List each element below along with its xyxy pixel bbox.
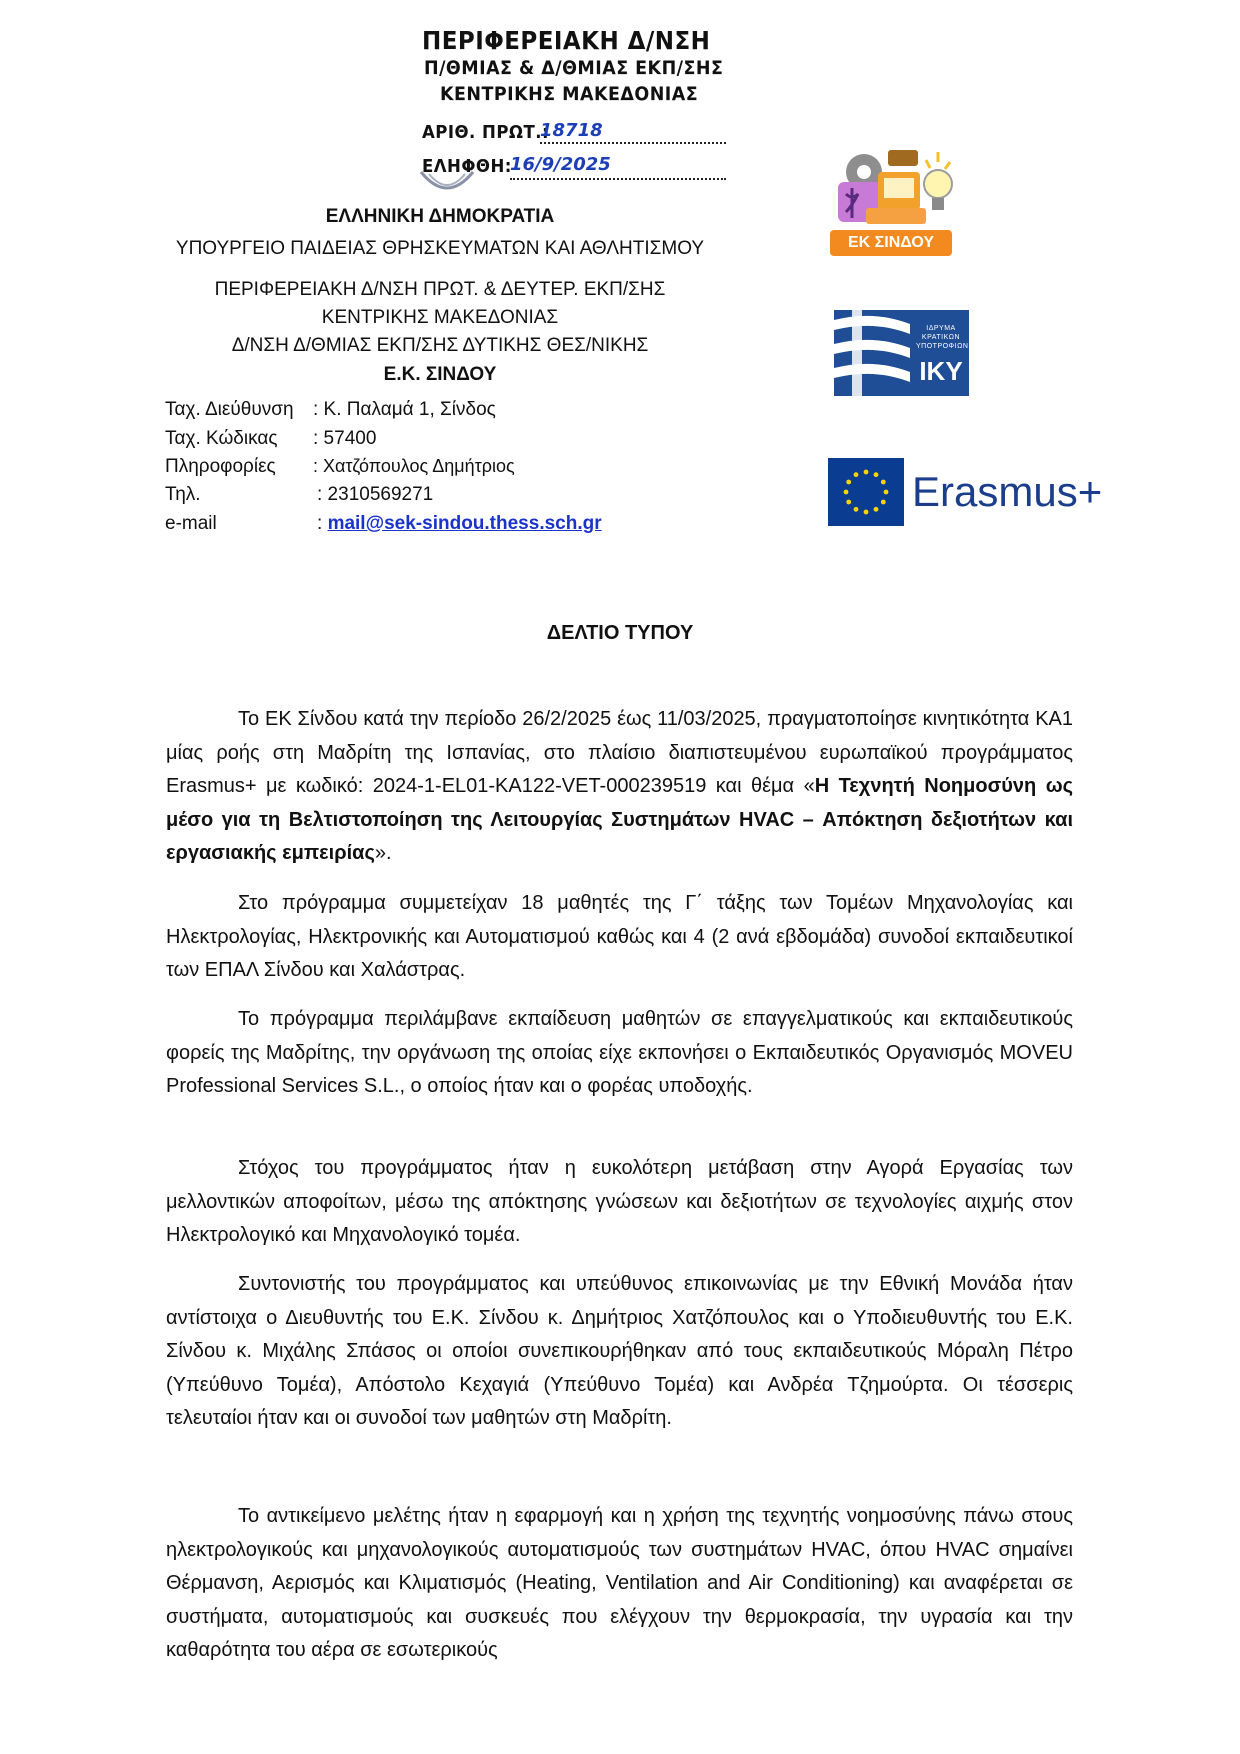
paragraph-5 (166, 1268, 1073, 1436)
contact-label: Ταχ. Διεύθυνση (165, 399, 294, 420)
contact-value: : 57400 (313, 428, 377, 449)
email-link[interactable]: mail@sek-sindou.thess.sch.gr (327, 513, 602, 534)
ministry-heading: ΥΠΟΥΡΓΕΙΟ ΠΑΙΔΕΙΑΣ ΘΡΗΣΚΕΥΜΑΤΩΝ ΚΑΙ ΑΘΛΗΤΙΣΜΟΥ (175, 238, 705, 259)
ek-sindou-emblem-icon (830, 142, 958, 232)
paragraph-6-text: Το αντικείμενο μελέτης ήταν η εφαρμογή και η χρήση της τεχνητής νοημοσύνης πάνω στους ηλεκτρολογικούς και μηχανολογικούς αυτοματισμούς των συστημάτων HVAC, όπου HVAC σημαίνει Θέρμανση, Αερισμός και Κλιματισμός (Heating, Ventilation and Air Conditioning) και αναφέρεται σε συστήματα, αυτοματισμούς και συσκευές που ελέγχουν την θερμοκρασία, την υγρασία και την καθαρότητα του αέρα σε εσωτερικούς (166, 1505, 1073, 1662)
iky-small-line: ΚΡΑΤΙΚΩΝ (921, 334, 961, 341)
paragraph-2 (166, 887, 1073, 988)
stamp-line-2: Π/ΘΜΙΑΣ & Δ/ΘΜΙΑΣ ΕΚΠ/ΣΗΣ (424, 57, 724, 79)
secondary-directorate: Δ/ΝΣΗ Δ/ΘΜΙΑΣ ΕΚΠ/ΣΗΣ ΔΥΤΙΚΗΣ ΘΕΣ/ΝΙΚΗΣ (231, 335, 649, 356)
regional-directorate-line2: ΚΕΝΤΡΙΚΗΣ ΜΑΚΕΔΟΝΙΑΣ (321, 307, 559, 328)
stamp-prot-label: ΑΡΙΘ. ΠΡΩΤ.: (422, 122, 550, 143)
stamp-received-date: 16/9/2025 (510, 154, 611, 175)
stamp-received-label: ΕΛΗΦΘΗ: (422, 156, 512, 177)
paragraph-5-text: Συντονιστής του προγράμματος και υπεύθυνος επικοινωνίας με την Εθνική Μονάδα ήταν αντίστοιχα ο Διευθυντής του Ε.Κ. Σίνδου κ. Δημήτριος Χατζόπουλος και ο Υποδιευθυντής του Ε.Κ. Σίνδου κ. Μιχάλης Σπάσος οι οποίοι συνεπικουρήθηκαν από τους εκπαιδευτικούς Μόραλη Πέτρο (Υπεύθυνο Τομέα), Απόστολο Κεχαγιά (Υπεύθυνο Τομέα) και Ανδρέα Τζημούρτα. Οι τέσσερις τελευταίοι ήταν και οι συνοδοί των μαθητών στη Μαδρίτη. (166, 1273, 1073, 1430)
project-theme: Η Τεχνητή Νοημοσύνη ως μέσο για τη Βελτιστοποίηση της Λειτουργίας Συστημάτων HVAC – Απόκτηση δεξιοτήτων και εργασιακής εμπειρίας (166, 775, 1073, 865)
contact-value: : 2310569271 (317, 484, 434, 505)
paragraph-3 (166, 1003, 1073, 1104)
school-name: Ε.Κ. ΣΙΝΔΟΥ (383, 364, 497, 385)
paragraph-6 (166, 1500, 1073, 1668)
paragraph-4 (166, 1152, 1073, 1253)
stamp-line-3: ΚΕΝΤΡΙΚΗΣ ΜΑΚΕΔΟΝΙΑΣ (440, 83, 699, 105)
contact-value (317, 513, 602, 535)
iky-small-line: ΥΠΟΤΡΟΦΙΩΝ (916, 343, 969, 350)
stamp-prot-dots (540, 142, 726, 144)
stamp-received-dots (510, 178, 726, 180)
ek-sindou-logo (830, 142, 958, 260)
stamp-prot-number: 18718 (540, 120, 603, 141)
contact-label: Τηλ. (165, 484, 201, 505)
iky-big-text: ΙΚΥ (919, 356, 963, 386)
eu-flag-icon (828, 458, 904, 526)
contact-label: Ταχ. Κώδικας (165, 428, 278, 449)
iky-small-text (916, 324, 969, 351)
erasmus-logo (828, 458, 1103, 526)
contact-value: : Χατζόπουλος Δημήτριος (313, 456, 515, 476)
ek-sindou-label: ΕΚ ΣΙΝΔΟΥ (830, 230, 952, 256)
iky-logo (834, 310, 969, 396)
paragraph-2-text: Στο πρόγραμμα συμμετείχαν 18 μαθητές της Γ΄ τάξης των Τομέων Μηχανολογίας και Ηλεκτρολογίας, Ηλεκτρονικής και Αυτοματισμού καθώς και 4 (2 ανά εβδομάδα) συνοδοί εκπαιδευτικοί των ΕΠΑΛ Σίνδου και Χαλάστρας. (166, 892, 1073, 982)
iky-small-line: ΙΔΡΥΜΑ (926, 325, 956, 332)
paragraph-4-text: Στόχος του προγράμματος ήταν η ευκολότερη μετάβαση στην Αγορά Εργασίας των μελλοντικών αποφοίτων, μέσω της απόκτησης γνώσεων και δεξιοτήτων σε τεχνολογίες αιχμής στον Ηλεκτρολογικό και Μηχανολογικό τομέα. (166, 1157, 1073, 1247)
paragraph-1 (166, 703, 1073, 871)
erasmus-text: Erasmus+ (912, 468, 1103, 515)
regional-directorate-line1: ΠΕΡΙΦΕΡΕΙΑΚΗ Δ/ΝΣΗ ΠΡΩΤ. & ΔΕΥΤΕΡ. ΕΚΠ/ΣΗΣ (214, 279, 666, 300)
paragraph-1-text: Το ΕΚ Σίνδου κατά την περίοδο 26/2/2025 έως 11/03/2025, πραγματοποίησε κινητικότητα ΚΑ1 μίας ροής στη Μαδρίτη της Ισπανίας, στο πλαίσιο διαπιστευμένου ευρωπαϊκού προγράμματος Erasmus+ με κωδικό: 2024-1-EL01-KA122-VET-000239519 και θέμα « (166, 708, 1073, 798)
paragraph-3-text: Το πρόγραμμα περιλάμβανε εκπαίδευση μαθητών σε επαγγελματικούς και εκπαιδευτικούς φορείς της Μαδρίτης, την οργάνωση της οποίας είχε εκπονήσει ο Εκπαιδευτικός Οργανισμός MOVEU Professional Services S.L., ο οποίος ήταν και ο φορέας υποδοχής. (166, 1008, 1073, 1098)
stamp-line-1: ΠΕΡΙΦΕΡΕΙΑΚΗ Δ/ΝΣΗ (422, 26, 711, 55)
email-prefix: : (317, 513, 328, 534)
contact-value: : Κ. Παλαμά 1, Σίνδος (313, 399, 496, 420)
contact-label: e-mail (165, 513, 217, 534)
contact-label: Πληροφορίες (165, 456, 276, 477)
paragraph-1-end: ». (374, 842, 392, 865)
republic-heading: ΕΛΛΗΝΙΚΗ ΔΗΜΟΚΡΑΤΙΑ (325, 206, 555, 227)
coat-of-arms-icon (415, 170, 479, 200)
press-release-title: ΔΕΛΤΙΟ ΤΥΠΟΥ (546, 622, 694, 644)
